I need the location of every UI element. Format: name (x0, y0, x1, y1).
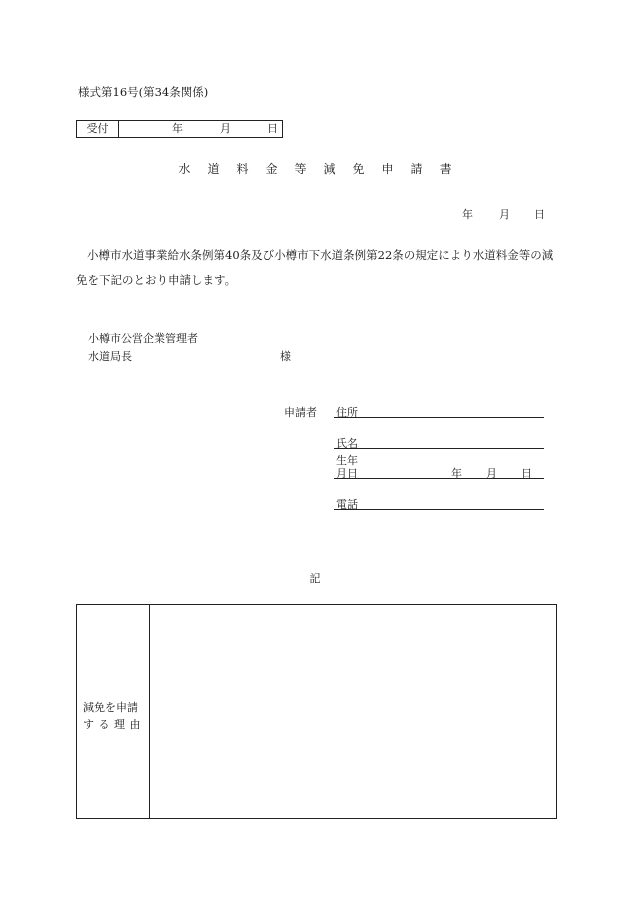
birth-month: 月 (486, 467, 497, 480)
reception-month: 月 (220, 122, 231, 135)
reception-box (76, 120, 283, 138)
title-char: 金 (265, 162, 278, 176)
reason-label-cell (77, 605, 150, 818)
title-char: 料 (236, 162, 249, 176)
form-number: 様式第16号(第34条関係) (78, 85, 209, 99)
reception-year: 年 (172, 122, 183, 135)
reason-table (76, 604, 557, 819)
title-char: 等 (294, 162, 307, 176)
reason-label-line1: 減免を申請 (83, 701, 138, 714)
reason-label-line2: する理由 (83, 718, 145, 731)
addressee-role: 水道局長 (88, 350, 132, 363)
body-text: 小樽市水道事業給水条例第40条及び小樽市下水道条例第22条の規定により水道料金等の減免を下記のとおり申請します。 (76, 248, 554, 287)
address-field[interactable] (334, 417, 544, 418)
note-heading: 記 (309, 572, 321, 585)
phone-field[interactable] (334, 509, 544, 510)
title-char: 道 (207, 162, 220, 176)
address-label: 住所 (336, 406, 358, 419)
title-char: 請 (410, 162, 423, 176)
birth-date-field[interactable] (334, 478, 544, 479)
title-char: 書 (439, 162, 452, 176)
name-label: 氏名 (336, 437, 358, 450)
title-char: 申 (381, 162, 394, 176)
date-month: 月 (499, 208, 510, 221)
title-char: 水 (178, 162, 191, 176)
date-day: 日 (534, 208, 545, 221)
reception-day: 日 (267, 122, 278, 135)
birth-label-1: 生年 (336, 454, 358, 467)
document-title (0, 160, 630, 177)
addressee-honorific: 様 (280, 350, 291, 363)
birth-label-2: 月日 (336, 467, 358, 480)
reception-label: 受付 (77, 121, 119, 137)
birth-year: 年 (451, 467, 462, 480)
name-field[interactable] (334, 448, 544, 449)
phone-label: 電話 (336, 498, 358, 511)
title-char: 免 (352, 162, 365, 176)
applicant-label: 申請者 (284, 406, 317, 419)
reason-input-area[interactable] (150, 605, 556, 818)
submission-date (462, 206, 545, 222)
birth-day: 日 (521, 467, 532, 480)
addressee-title: 小樽市公営企業管理者 (88, 332, 198, 345)
date-year: 年 (462, 208, 473, 221)
title-char: 減 (323, 162, 336, 176)
